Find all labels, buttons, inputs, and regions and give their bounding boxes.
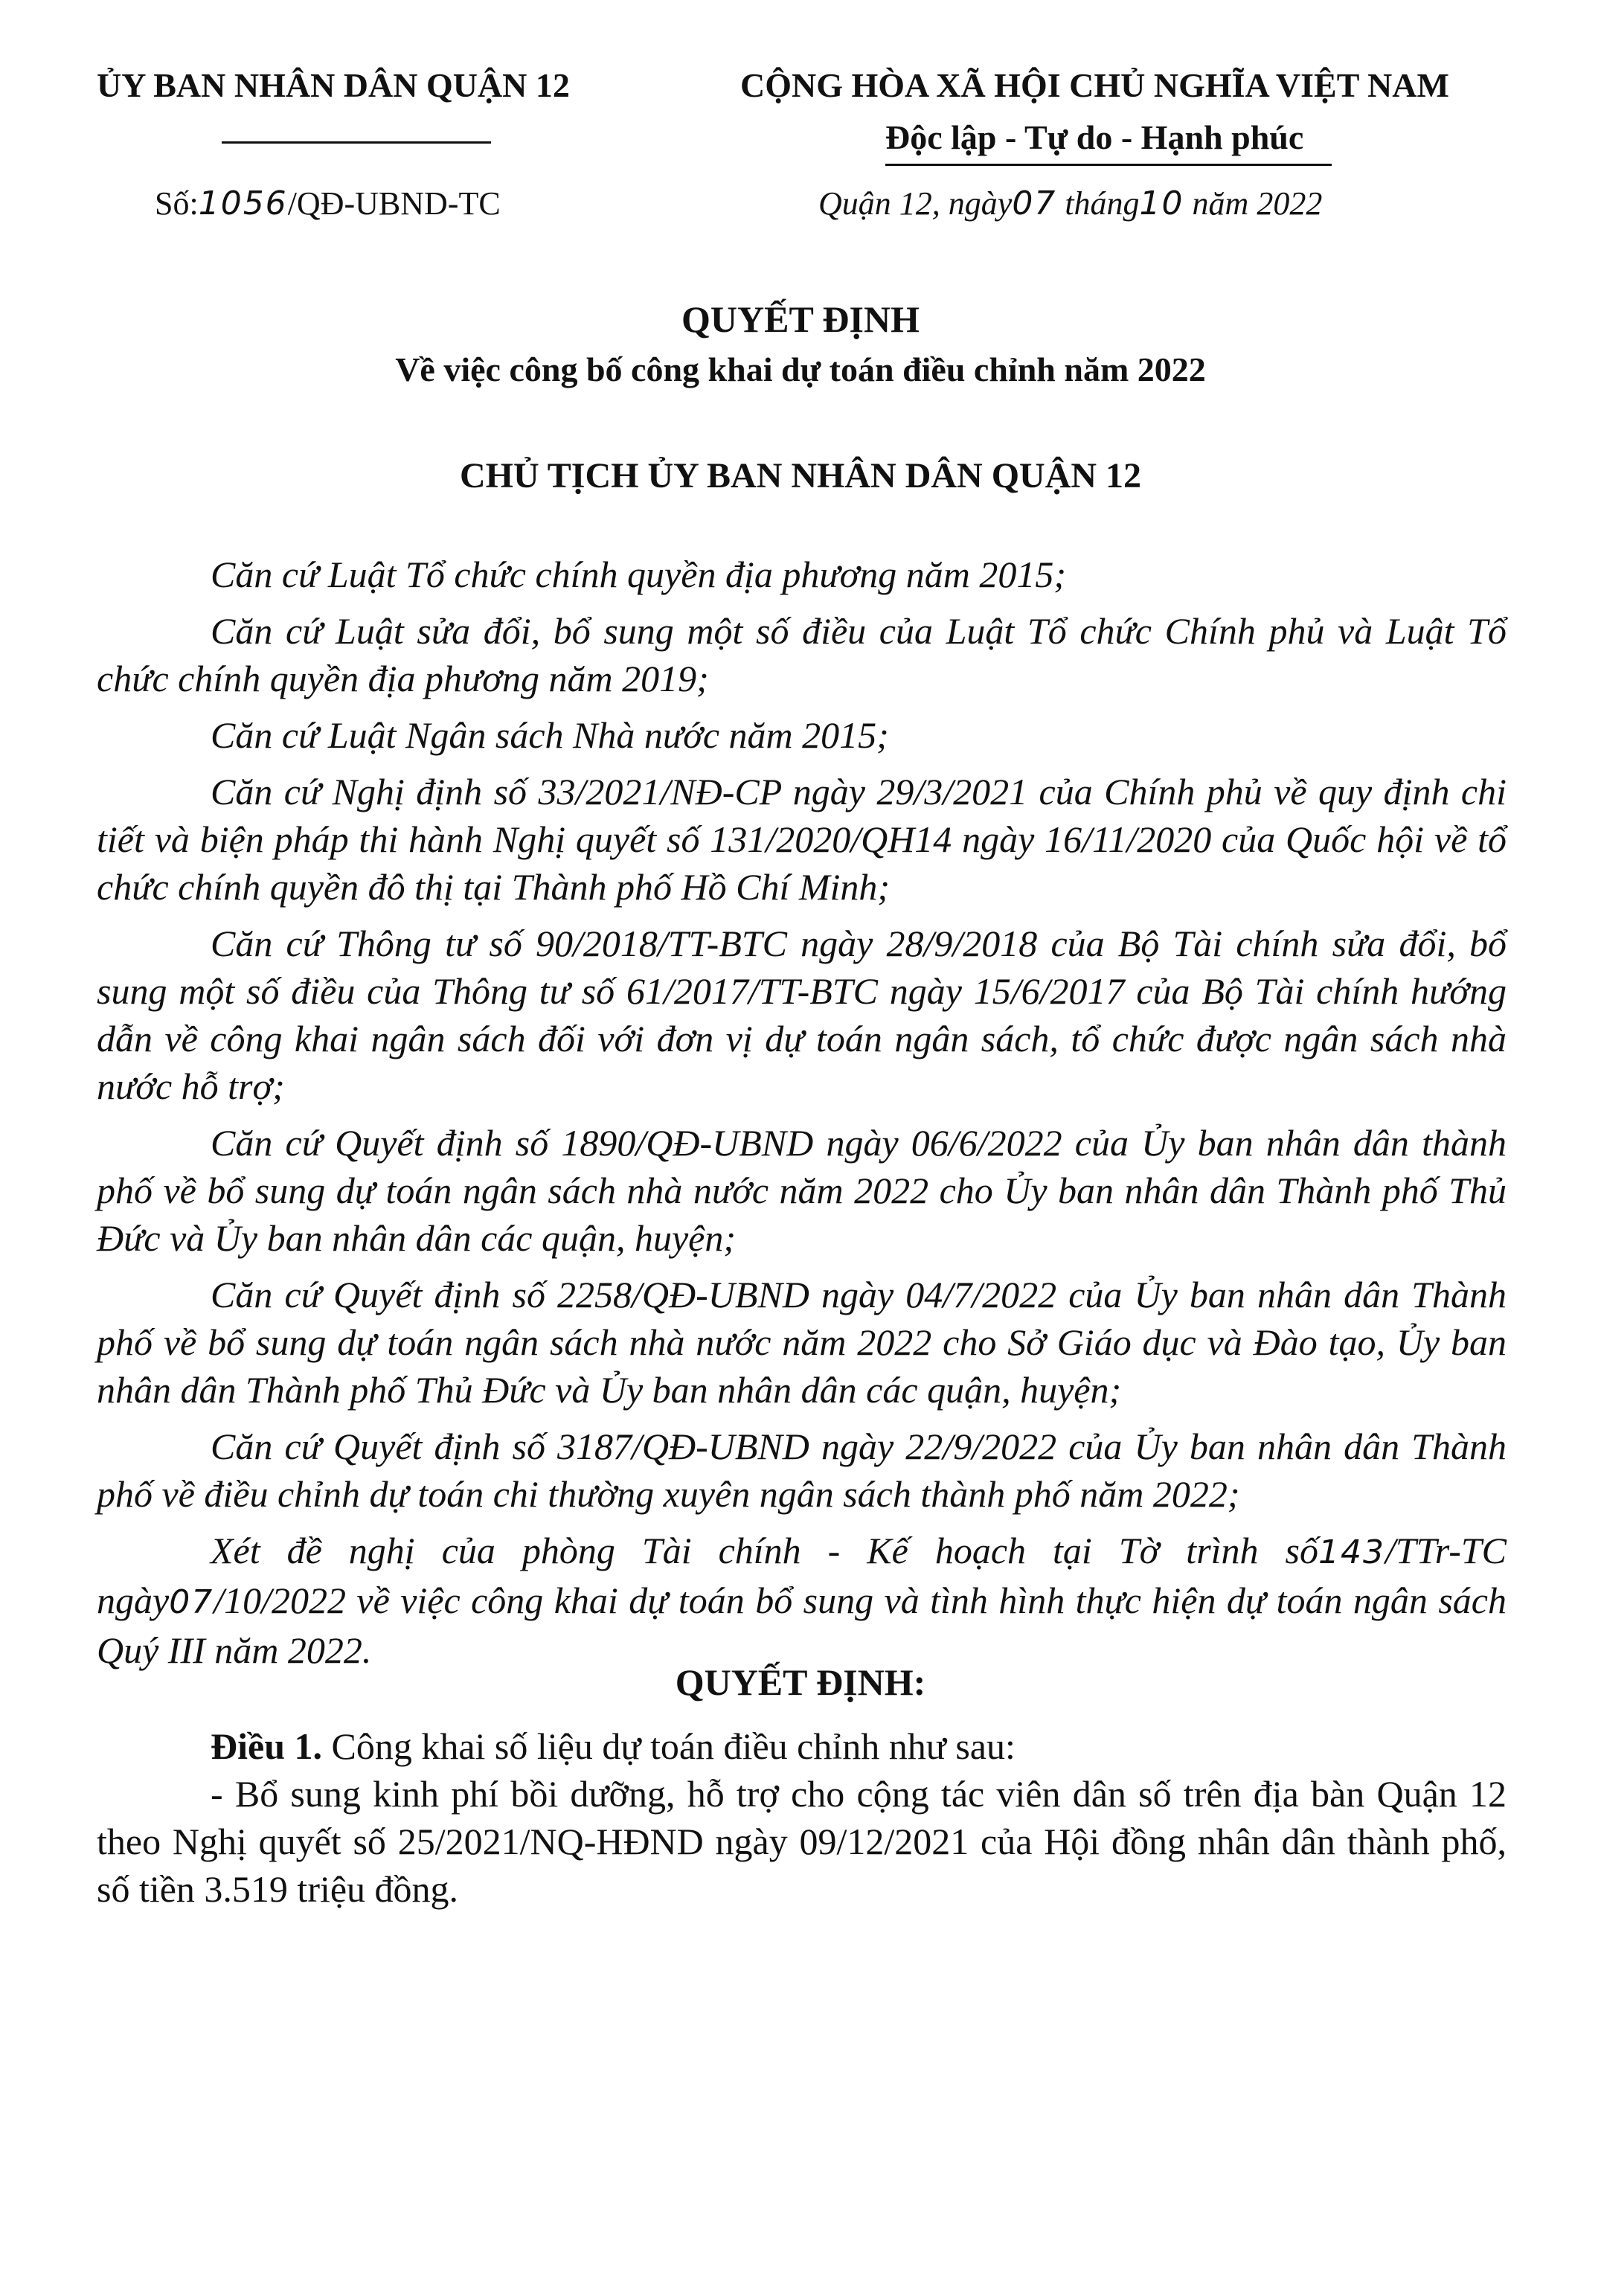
proposal-text-1: Xét đề nghị của phòng Tài chính - Kế hoạch tại Tờ trình số xyxy=(211,1530,1318,1571)
preamble-item: Căn cứ Thông tư số 90/2018/TT-BTC ngày 28/9/2018 của Bộ Tài chính sửa đổi, bổ sung một số điều của Thông tư số 61/2017/TT-BTC ngày 15/6/2017 của Bộ Tài chính hướng dẫn về công khai ngân sách đối với đơn vị dự toán ngân sách, tổ chức được ngân sách nhà nước hỗ trợ; xyxy=(97,923,1507,1107)
doc-number-suffix: /QĐ-UBND-TC xyxy=(287,185,501,222)
proposal-paragraph xyxy=(97,1527,1507,1674)
date-day-handwritten: 07 xyxy=(1012,185,1057,222)
preamble-item: Căn cứ Quyết định số 3187/QĐ-UBND ngày 22/9/2022 của Ủy ban nhân dân Thành phố về điều chỉnh dự toán chi thường xuyên ngân sách thành phố năm 2022; xyxy=(97,1426,1507,1515)
preamble-item: Căn cứ Luật sửa đổi, bổ sung một số điều của Luật Tổ chức Chính phủ và Luật Tổ chức chính quyền địa phương năm 2019; xyxy=(97,610,1507,699)
proposal-text-3: /10/2022 về việc công khai dự toán bổ sung và tình hình thực hiện dự toán ngân sách Quý III năm 2022. xyxy=(97,1580,1507,1671)
issuing-authority: CHỦ TỊCH ỦY BAN NHÂN DÂN QUẬN 12 xyxy=(459,456,1142,496)
doc-number-prefix: Số: xyxy=(155,185,199,222)
date-month-label: tháng xyxy=(1065,185,1140,222)
agency-name: ỦY BAN NHÂN DÂN QUẬN 12 xyxy=(97,66,570,104)
proposal-day-handwritten: 07 xyxy=(169,1583,214,1621)
article-1 xyxy=(97,1722,1507,1913)
document-title: QUYẾT ĐỊNH xyxy=(681,298,920,340)
date-month-handwritten: 10 xyxy=(1139,185,1184,222)
decision-heading: QUYẾT ĐỊNH: xyxy=(675,1661,926,1703)
article-1-item: - Bổ sung kinh phí bồi dưỡng, hỗ trợ cho cộng tác viên dân số trên địa bàn Quận 12 theo Nghị quyết số 25/2021/NQ-HĐND ngày 09/12/2021 của Hội đồng nhân dân thành phố, số tiền 3.519 triệu đồng. xyxy=(97,1773,1507,1910)
proposal-number-handwritten: 143 xyxy=(1318,1533,1385,1571)
article-1-text: Công khai số liệu dự toán điều chỉnh như sau: xyxy=(322,1725,1016,1767)
doc-number-handwritten: 1056 xyxy=(198,185,288,222)
issue-date xyxy=(818,185,1322,222)
preamble-item: Căn cứ Luật Tổ chức chính quyền địa phương năm 2015; xyxy=(211,554,1067,595)
article-1-heading xyxy=(97,1722,1507,1770)
national-motto: Độc lập - Tự do - Hạnh phúc xyxy=(885,118,1304,156)
document-subtitle: Về việc công bố công khai dự toán điều chỉnh năm 2022 xyxy=(395,350,1206,388)
preamble-item: Căn cứ Quyết định số 1890/QĐ-UBND ngày 06/6/2022 của Ủy ban nhân dân thành phố về bổ sung dự toán ngân sách nhà nước năm 2022 cho Ủy ban nhân dân Thành phố Thủ Đức và Ủy ban nhân dân các quận, huyện; xyxy=(97,1122,1507,1259)
preamble-item: Căn cứ Luật Ngân sách Nhà nước năm 2015; xyxy=(211,714,889,756)
document-number xyxy=(155,185,501,222)
date-place: Quận 12, ngày xyxy=(818,185,1013,222)
preamble xyxy=(97,551,1507,1674)
proposal-text-2: /TTr-TC ngày xyxy=(97,1530,1507,1621)
republic-name: CỘNG HÒA XÃ HỘI CHỦ NGHĨA VIỆT NAM xyxy=(740,66,1449,104)
date-year: năm 2022 xyxy=(1192,185,1323,222)
motto-underline xyxy=(885,164,1332,166)
article-1-label: Điều 1. xyxy=(211,1725,322,1767)
preamble-item: Căn cứ Quyết định số 2258/QĐ-UBND ngày 04/7/2022 của Ủy ban nhân dân Thành phố về bổ sung dự toán ngân sách nhà nước năm 2022 cho Sở Giáo dục và Đào tạo, Ủy ban nhân dân Thành phố Thủ Đức và Ủy ban nhân dân các quận, huyện; xyxy=(97,1274,1507,1411)
preamble-item: Căn cứ Nghị định số 33/2021/NĐ-CP ngày 29/3/2021 của Chính phủ về quy định chi tiết và biện pháp thi hành Nghị quyết số 131/2020/QH14 ngày 16/11/2020 của Quốc hội về tổ chức chính quyền đô thị tại Thành phố Hồ Chí Minh; xyxy=(97,771,1507,908)
agency-underline xyxy=(222,141,491,144)
